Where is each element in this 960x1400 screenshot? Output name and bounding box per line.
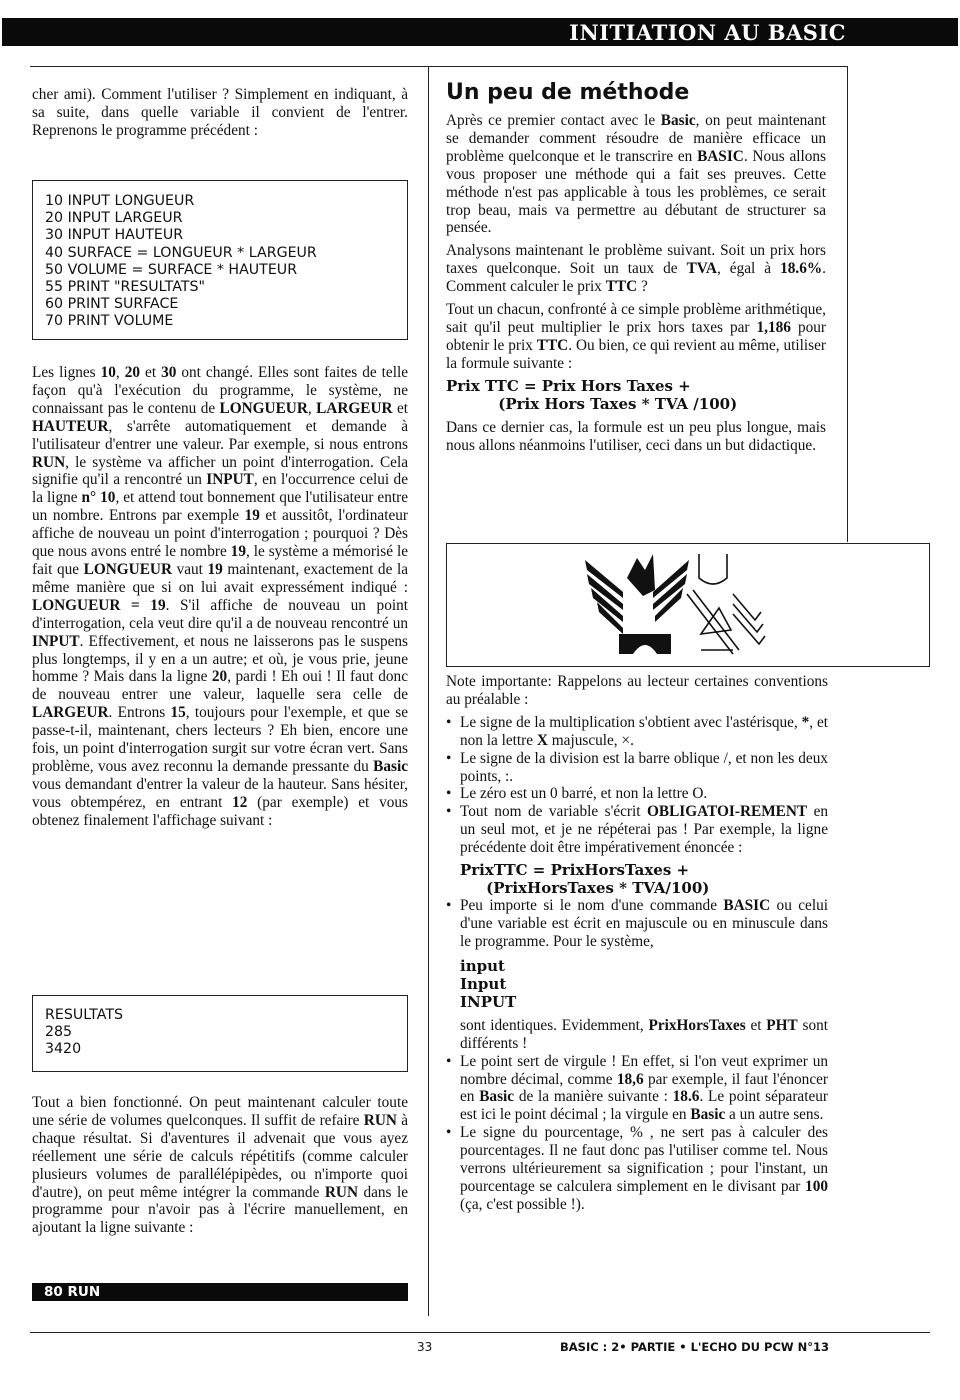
bold-term: 18.6 (672, 1088, 700, 1106)
output-box (32, 995, 408, 1072)
bold-term: LARGEUR (32, 704, 109, 722)
text-run: vous demandant d'entrer la valeur de la hauteur. Sans hésiter, vous obtempérez, en entrant (32, 775, 408, 811)
text-run: et (745, 1016, 767, 1034)
bold-term: LONGUEUR = 19 (32, 596, 166, 614)
text-run: ont changé. Elles sont faites de telle façon qu'à l'exécution du programme, le système, ne connaissant pas le contenu de (32, 364, 408, 417)
page-header-title: INITIATION AU BASIC (569, 20, 846, 45)
text-run: de la manière suivante : (514, 1088, 673, 1106)
bold-term: * (801, 713, 810, 731)
bold-term: 18,6 (616, 1070, 644, 1088)
bold-term: PrixHorsTaxes (648, 1016, 746, 1034)
page-number: 33 (417, 1340, 433, 1354)
list-item (446, 785, 828, 803)
text-run: pour obtenir le prix (446, 318, 826, 354)
text-run: maintenant, exactement de la même manière que si on lui avait expressément indiqué : (32, 560, 408, 596)
bold-term: LONGUEUR (219, 399, 308, 417)
text-run: , on peut maintenant se demander comment résoudre de manière efficace un problème quelconque et le transcrire en (446, 112, 826, 165)
input-variants (460, 957, 828, 1011)
right-column-top (446, 112, 826, 455)
bold-term: RUN (32, 453, 66, 471)
illustration-box (446, 543, 930, 667)
conclusion-paragraph (32, 1094, 408, 1237)
bold-term: TVA (686, 260, 717, 278)
bold-term: 19 (230, 543, 246, 561)
run-line-text: 80 RUN (44, 1284, 101, 1300)
bold-term: Basic (690, 1106, 726, 1124)
text-run: . Effectivement, et nous ne laisserons pas le suspens plus longtemps, il y en a un autre; et où, je vous prie, jeune homme ? Mais dans la ligne (32, 632, 408, 686)
list-item (446, 750, 828, 786)
column-divider (428, 66, 429, 1316)
bold-term: Basic (660, 112, 696, 129)
bold-term: 18.6% (780, 260, 823, 278)
program-line: 40 SURFACE = LONGUEUR * LARGEUR (45, 244, 317, 261)
bold-term: OBLIGATOI-REMENT (647, 803, 808, 821)
program-line: 30 INPUT HAUTEUR (45, 227, 184, 244)
text-run: Après ce premier contact avec le (446, 112, 661, 129)
text-run: sont différents ! (460, 1016, 828, 1052)
formula-line: (PrixHorsTaxes * TVA/100) (460, 879, 710, 898)
list-item (446, 714, 828, 750)
text-run: , le système va afficher un point d'interrogation. Cela signifie qu'il a rencontré un (32, 453, 408, 489)
run-line-bar (32, 1283, 408, 1301)
section-title: Un peu de méthode (446, 80, 690, 105)
output-line: 3420 (45, 1041, 82, 1058)
text-run: (par exemple) et vous obtenez finalement l'affichage suivant : (32, 793, 408, 829)
bold-term: 19 (244, 507, 260, 525)
bold-term: n° 10 (81, 489, 116, 507)
formula-line: (Prix Hors Taxes * TVA /100) (446, 394, 738, 413)
program-output (45, 1007, 407, 1059)
bold-term: Basic (479, 1088, 515, 1106)
conventions-list-2 (446, 1053, 828, 1214)
bold-term: HAUTEUR (32, 417, 109, 435)
list-item (446, 803, 828, 857)
text-run: , et attend tout bonnement que l'utilisateur entre un nombre. Entrons par exemple (32, 489, 408, 525)
text-run: Tout a bien fonctionné. On peut maintenant calculer toute une série de volumes quelconques. Il suffit de refaire (32, 1094, 408, 1129)
bold-term: 30 (161, 364, 177, 381)
method-paragraph-1 (446, 112, 826, 237)
output-line: 285 (45, 1024, 73, 1041)
text-run: Le signe de la division est la barre oblique /, et non les deux points, :. (460, 749, 828, 785)
text-run: Le point sert de virgule ! En effet, si l'on veut exprimer un nombre décimal, comme (460, 1052, 828, 1088)
text-run: . Entrons (108, 704, 171, 722)
bold-term: 15 (170, 704, 186, 722)
bold-term: RUN (363, 1111, 397, 1129)
text-run: , toujours pour l'exemple, et que se passe-t-il, maintenant, chers lecteurs ? Eh bien, encore une fois, un point d'interrogation surgit sur votre écran vert. Sans problème, vous avez reconnu la demande pressante du (32, 704, 408, 775)
notes-section (446, 673, 828, 1214)
text-run: , (307, 399, 317, 417)
text-run: , s'arrête automatiquement et demande à l'utilisateur d'entrer une valeur. Par exemple, si nous entrons (32, 417, 408, 453)
text-run: . Nous allons vous proposer une méthode qui a fait ses preuves. Cette méthode n'est pas applicable à tous les problèmes, ce serait trop beau, mais va permettre au débutant de structurer sa pensée. (446, 147, 826, 237)
text-run: a un autre sens. (725, 1106, 824, 1124)
text-run: et aussitôt, l'ordinateur affiche de nouveau un point d'interrogation ; pourquoi ? Dès que nous avons entré le nombre (32, 507, 408, 561)
bold-term: INPUT (206, 471, 254, 489)
program-line: 55 PRINT "RESULTATS" (45, 279, 206, 296)
bold-term: TTC (605, 278, 638, 296)
output-line: RESULTATS (45, 1007, 123, 1023)
text-run: par exemple, il faut l'énoncer en (460, 1070, 828, 1106)
program-line: 50 VOLUME = SURFACE * HAUTEUR (45, 261, 298, 278)
text-run: . S'il affiche de nouveau un point d'interrogation, cela veut dire qu'il a de nouveau rencontré un (32, 596, 408, 632)
bottom-rule (30, 1332, 930, 1333)
bold-term: Basic (373, 757, 408, 775)
bold-term: LONGUEUR (83, 560, 173, 578)
program-listing-box (32, 180, 408, 340)
text-run: Le zéro est un 0 barré, et non la lettre O. (460, 785, 708, 803)
text-run: , égal à (716, 260, 781, 278)
bold-term: 1,186 (756, 318, 791, 336)
text-run: ? (637, 278, 648, 296)
text-run: Le signe de la multiplication s'obtient avec l'astérisque, (460, 713, 802, 731)
program-line: 20 INPUT LARGEUR (45, 210, 183, 227)
intro-paragraph: cher ami). Comment l'utiliser ? Simplement en indiquant, à sa suite, dans quelle variable il convient de l'entrer. Reprenons le programme précédent : (32, 86, 408, 139)
bold-term: RUN (324, 1183, 358, 1201)
text-run: . Le point séparateur est ici le point décimal ; la virgule en (460, 1088, 828, 1124)
program-line: 70 PRINT VOLUME (45, 313, 174, 330)
formula-line: Prix TTC = Prix Hors Taxes + (446, 376, 691, 395)
input-variant: input (460, 956, 505, 975)
text-run: , en l'occurrence celui de la ligne (32, 471, 408, 507)
text-run: Tout un chacun, confronté à ce simple problème arithmétique, sait qu'il peut multiplier le prix hors taxes par (446, 301, 826, 336)
right-frame-rule (847, 66, 848, 542)
text-run: . Comment calculer le prix (446, 260, 826, 296)
bold-term: 19 (207, 560, 223, 578)
identical-note (460, 1017, 828, 1053)
bold-term: 10 (100, 364, 116, 381)
text-run: , pardi ! Eh oui ! Il faut donc de nouveau entrer une valeur, laquelle sera celle de (32, 668, 408, 704)
text-run: Peu importe si le nom d'une commande (460, 897, 724, 915)
list-item (446, 1124, 828, 1214)
method-paragraph-2 (446, 242, 826, 296)
conventions-list (446, 714, 828, 857)
text-run: , et non la lettre (460, 713, 828, 749)
bold-term: BASIC (697, 147, 744, 165)
text-run: . Ou bien, ce qui revient au même, utiliser la formule suivante : (446, 336, 826, 372)
text-run: à chaque résultat. Si d'aventures il advenait que vous ayez réellement une série de calculs répétitifs (comme calculer plusieurs volumes de parallélépipèdes, ou n'importe quoi d'autre), on peut même intégrer la commande (32, 1111, 408, 1201)
text-run: , (115, 364, 125, 381)
footer-text: BASIC : 2• PARTIE • L'ECHO DU PCW N°13 (560, 1340, 829, 1354)
text-run: , le système a mémorisé le fait que (32, 543, 408, 578)
ttc-formula-compact (460, 861, 828, 897)
list-item (446, 1053, 828, 1125)
text-run: ou celui d'une variable est écrit en majuscule ou en minuscule dans le programme. Pour le système, (460, 897, 828, 950)
list-item (446, 897, 828, 951)
text-run: Le signe du pourcentage, % , ne sert pas à calculer des pourcentages. Il ne faut donc pas l'utiliser comme tel. Nous verrons ultérieurement sa signification ; pour l'instant, un pourcentage se calculera simplement en le divisant par (460, 1124, 828, 1195)
input-variant: Input (460, 974, 507, 993)
bold-term: 100 (805, 1177, 828, 1195)
program-line: 10 INPUT LONGUEUR (45, 193, 195, 209)
text-run: sont identiques. Evidemment, (460, 1016, 649, 1034)
bold-term: BASIC (723, 897, 771, 915)
program-line: 60 PRINT SURFACE (45, 296, 179, 313)
explanation-paragraph (32, 364, 408, 830)
bird-logo-illustration (583, 550, 793, 662)
top-rule (30, 66, 848, 67)
bold-term: LARGEUR (316, 399, 393, 417)
bold-term: 12 (232, 793, 248, 811)
text-run: et (392, 399, 408, 417)
bold-term: 20 (211, 668, 228, 686)
bold-term: PHT (766, 1016, 798, 1034)
bold-term: 20 (124, 364, 141, 381)
case-note-list (446, 897, 828, 951)
bold-term: TTC (536, 336, 569, 354)
ttc-formula (446, 377, 826, 413)
method-paragraph-4: Dans ce dernier cas, la formule est un peu plus longue, mais nous allons néanmoins l'utiliser, ceci dans un but didactique. (446, 418, 826, 454)
program-listing (45, 193, 407, 331)
bold-term: INPUT (32, 632, 80, 650)
text-run: Analysons maintenant le problème suivant. Soit un prix hors taxes quelconque. Soit un taux de (446, 242, 826, 278)
input-variant: INPUT (460, 992, 517, 1011)
bold-term: X (536, 731, 548, 749)
text-run: (ça, c'est possible !). (460, 1195, 585, 1213)
text-run: Tout nom de variable s'écrit (460, 803, 647, 821)
text-run: majuscule, ×. (547, 731, 634, 749)
text-run: dans le programme pour n'avoir pas à l'écrire manuellement, en ajoutant la ligne suivante : (32, 1183, 408, 1237)
text-run: Les lignes (32, 364, 101, 381)
formula-line: PrixTTC = PrixHorsTaxes + (460, 861, 690, 880)
method-paragraph-3 (446, 301, 826, 373)
text-run: et (140, 364, 162, 381)
text-run: vaut (172, 560, 208, 578)
note-intro: Note importante: Rappelons au lecteur certaines conventions au préalable : (446, 673, 828, 708)
text-run: en un seul mot, et je ne répéterai pas ! Par exemple, la ligne précédente doit être impérativement énoncée : (460, 803, 829, 857)
header-bar (2, 18, 958, 46)
